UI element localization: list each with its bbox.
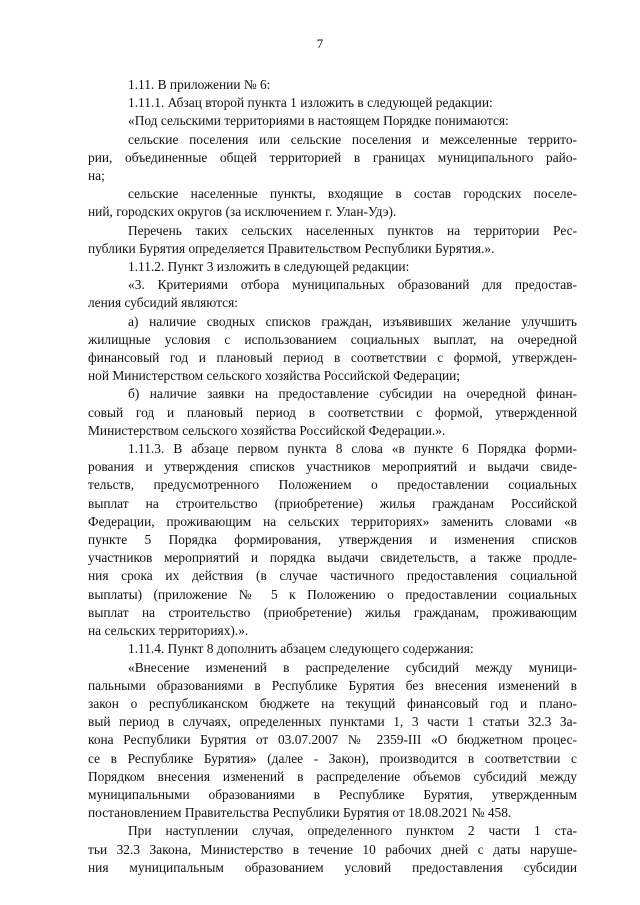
text-line: Перечень таких сельских населенных пунктов на территории Рес- (128, 222, 577, 238)
text-line: тельств, предусмотренного Положением о предоставлении социальных (88, 477, 577, 493)
text-line: рования и утверждения списков участников мероприятий и выдачи свиде- (88, 459, 577, 475)
text-line: сельские населенные пункты, входящие в состав городских поселе- (128, 186, 577, 202)
text-line: 1.11.1. Абзац второй пункта 1 изложить в следующей редакции: (128, 95, 493, 111)
text-line: выплаты) (приложение № 5 к Положению о предоставлении социальных (88, 586, 577, 602)
text-line: выплат на строительство (приобретение) жилья гражданам, проживающим (88, 604, 577, 620)
text-line: При наступлении случая, определенного пунктом 2 части 1 ста- (128, 823, 577, 839)
text-line: б) наличие заявки на предоставление субсидии на очередной финан- (128, 386, 577, 402)
text-line: ления субсидий являются: (88, 295, 238, 311)
text-line: 1.11.3. В абзаце первом пункта 8 слова «в пункте 6 Порядка форми- (128, 441, 577, 457)
text-line: се в Республике Бурятия» (далее - Закон), производится в соответствии с (88, 750, 577, 766)
text-line: ния муниципальным образованием условий предоставления субсидии (88, 859, 577, 875)
text-line: финансовый год и плановый период в соответствии с формой, утвержден- (88, 350, 577, 366)
text-line: сельские поселения или сельские поселения и межселенные террито- (128, 131, 577, 147)
text-line: кона Республики Бурятия от 03.07.2007 № 2359-III «О бюджетном процес- (88, 732, 577, 748)
text-line: пальными образованиями в Республике Бурятия без внесения изменений в (88, 677, 577, 693)
text-line: выплат на строительство (приобретение) жилья гражданам Российской (88, 495, 577, 511)
text-line: пункте 5 Порядка формирования, утверждения и изменения списков (88, 532, 577, 548)
text-line: публики Бурятия определяется Правительством Республики Бурятия.». (88, 240, 495, 256)
text-line: Порядком внесения изменений в распределение объемов субсидий между (88, 768, 577, 784)
text-line: жилищные условия с использованием социальных выплат, на очередной (88, 331, 577, 347)
text-line: ной Министерством сельского хозяйства Российской Федерации; (88, 368, 461, 384)
document-body (88, 76, 577, 877)
text-line: Министерством сельского хозяйства Российской Федерации.». (88, 422, 446, 438)
text-line: а) наличие сводных списков граждан, изъявивших желание улучшить (128, 313, 577, 329)
text-line: участников мероприятий и порядка выдачи свидетельств, а также продле- (88, 550, 577, 566)
text-line: «Под сельскими территориями в настоящем Порядке понимаются: (128, 113, 509, 129)
text-line: 1.11.2. Пункт 3 изложить в следующей редакции: (128, 259, 410, 275)
text-line: на сельских территориях).». (88, 623, 249, 639)
text-line: вый период в случаях, определенных пунктами 1, 3 части 1 статьи 32.3 За- (88, 714, 577, 730)
text-line: постановлением Правительства Республики Бурятия от 18.08.2021 № 458. (88, 805, 512, 821)
text-line: муниципальными образованиями в Республике Бурятия, утвержденным (88, 786, 577, 802)
text-line: 1.11.4. Пункт 8 дополнить абзацем следующего содержания: (128, 641, 474, 657)
text-line: ния срока их действия (в случае частичного предоставления социальной (88, 568, 577, 584)
text-line: 1.11. В приложении № 6: (128, 77, 271, 92)
text-line: «3. Критериями отбора муниципальных образований для предостав- (128, 277, 577, 293)
text-line: ний, городских округов (за исключением г. Улан-Удэ). (88, 204, 397, 220)
text-line: совый год и плановый период в соответствии с формой, утвержденной (88, 404, 577, 420)
text-line: Федерации, проживающим на сельских территориях» заменить словами «в (88, 513, 577, 529)
text-line: тьи 32.3 Закона, Министерство в течение 10 рабочих дней с даты наруше- (88, 841, 577, 857)
text-line: на; (88, 168, 105, 184)
text-line: рии, объединенные общей территорией в границах муниципального райо- (88, 149, 577, 165)
text-line: закон о республиканском бюджете на текущий финансовый год и плано- (88, 695, 577, 711)
text-line: «Внесение изменений в распределение субсидий между муници- (128, 659, 577, 675)
page-number: 7 (316, 36, 324, 51)
